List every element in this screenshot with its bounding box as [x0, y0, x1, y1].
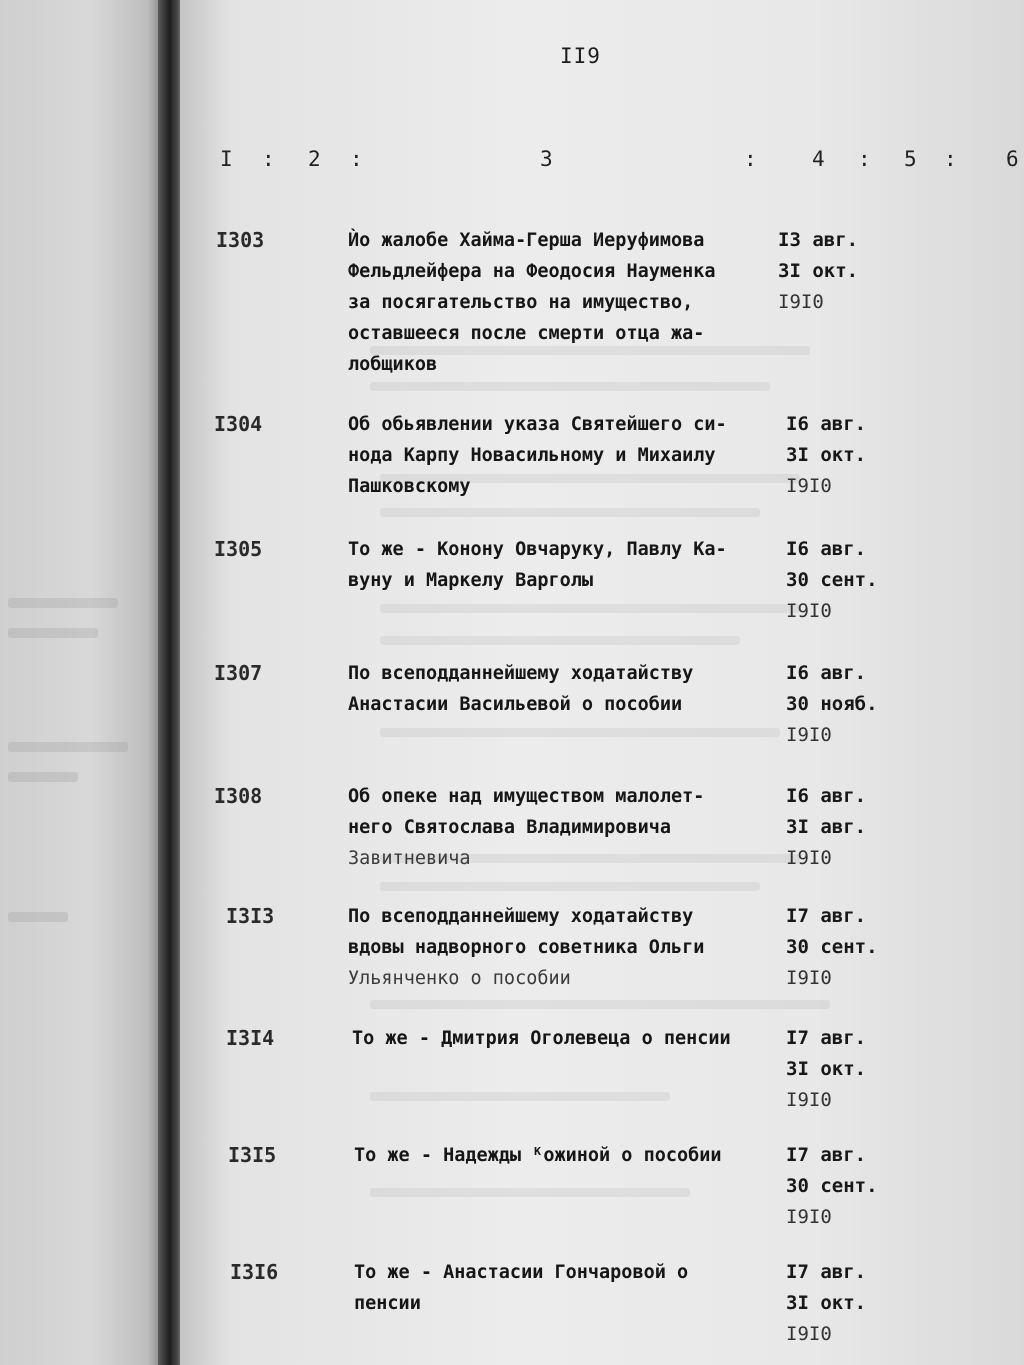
end-date: 3I окт.	[778, 260, 859, 282]
end-date: 3I окт.	[786, 1058, 867, 1080]
start-date: I3 авг.	[778, 229, 859, 251]
entry-dates	[786, 1140, 878, 1233]
description-line: оставшееся после смерти отца жа-	[348, 323, 705, 344]
column-header-6: 6	[1006, 147, 1019, 171]
entry-description	[348, 409, 778, 502]
start-date: I7 авг.	[786, 905, 867, 927]
entry-number: I307	[214, 661, 263, 685]
description-line: То же - Надежды ᴷожиной о пособии	[354, 1145, 722, 1166]
entry-dates	[786, 901, 878, 994]
year: I9I0	[786, 967, 832, 989]
description-line: То же - Дмитрия Оголевеца о пенсии	[352, 1028, 731, 1049]
column-separator: :	[858, 147, 871, 171]
column-header-4: 4	[812, 147, 825, 171]
entry-description	[348, 225, 778, 380]
description-line: По всеподданнейшему ходатайству	[348, 906, 694, 927]
start-date: I6 авг.	[786, 538, 867, 560]
entry-number: I3I5	[228, 1143, 277, 1167]
year: I9I0	[778, 291, 824, 313]
start-date: I6 авг.	[786, 785, 867, 807]
description-line: пенсии	[354, 1293, 421, 1314]
start-date: I7 авг.	[786, 1261, 867, 1283]
description-line: лобщиков	[348, 354, 438, 375]
year: I9I0	[786, 724, 832, 746]
start-date: I6 авг.	[786, 413, 867, 435]
description-line: Завитневича	[348, 848, 471, 869]
description-line: нода Карпу Новасильному и Михаилу	[348, 445, 716, 466]
entry-number: I305	[214, 537, 263, 561]
column-separator: :	[744, 147, 757, 171]
description-line: вдовы надворного советника Ольги	[348, 937, 705, 958]
year: I9I0	[786, 847, 832, 869]
entry-description	[348, 781, 778, 874]
description-line: То же - Конону Овчаруку, Павлу Ка-	[348, 539, 727, 560]
end-date: 30 сент.	[786, 1175, 878, 1197]
entry-dates	[786, 1257, 866, 1350]
entry-number: I3I4	[226, 1026, 275, 1050]
document-page	[180, 0, 1024, 1365]
entry-description	[348, 901, 778, 994]
start-date: I7 авг.	[786, 1144, 867, 1166]
entry-number: I304	[214, 412, 263, 436]
year: I9I0	[786, 1206, 832, 1228]
entry-description	[348, 658, 778, 720]
entry-number: I3I3	[226, 904, 275, 928]
end-date: 3I авг.	[786, 816, 867, 838]
entry-description	[352, 1023, 782, 1054]
column-separator: :	[350, 147, 363, 171]
year: I9I0	[786, 1089, 832, 1111]
description-line: То же - Анастасии Гончаровой о	[354, 1262, 689, 1283]
start-date: I6 авг.	[786, 662, 867, 684]
entry-dates	[786, 658, 878, 751]
description-line: за посягательство на имущество,	[348, 292, 694, 313]
end-date: 30 сент.	[786, 936, 878, 958]
entry-dates	[786, 1023, 866, 1116]
entry-dates	[786, 534, 878, 627]
entry-dates	[778, 225, 858, 318]
year: I9I0	[786, 475, 832, 497]
end-date: 30 сент.	[786, 569, 878, 591]
facing-page	[0, 0, 168, 1365]
description-line: Анастасии Васильевой о пособии	[348, 694, 683, 715]
end-date: 3I окт.	[786, 444, 867, 466]
description-line: По всеподданнейшему ходатайству	[348, 663, 694, 684]
entry-dates	[786, 781, 866, 874]
description-line: него Святослава Владимировича	[348, 817, 672, 838]
description-line: Пашковскому	[348, 476, 471, 497]
entry-description	[354, 1257, 784, 1319]
description-line: Фельдлейфера на Феодосия Науменка	[348, 261, 716, 282]
column-header-3: 3	[540, 147, 553, 171]
entry-number: I3I6	[230, 1260, 279, 1284]
column-header-1: I	[220, 147, 233, 171]
entry-number: I303	[216, 228, 265, 252]
description-line: Об обьявлении указа Святейшего си-	[348, 414, 727, 435]
entry-description	[354, 1140, 784, 1171]
entry-dates	[786, 409, 866, 502]
column-separator: :	[944, 147, 957, 171]
year: I9I0	[786, 600, 832, 622]
description-line: Ульянченко о пособии	[348, 968, 571, 989]
year: I9I0	[786, 1323, 832, 1345]
entry-number: I308	[214, 784, 263, 808]
column-separator: :	[262, 147, 275, 171]
description-line: Ѝо жалобе Хайма-Герша Иеруфимова	[348, 230, 705, 251]
end-date: 30 нояб.	[786, 693, 878, 715]
page-number: II9	[560, 44, 601, 68]
entry-description	[348, 534, 778, 596]
column-header-2: 2	[308, 147, 321, 171]
description-line: Об опеке над имуществом малолет-	[348, 786, 705, 807]
end-date: 3I окт.	[786, 1292, 867, 1314]
column-header-5: 5	[904, 147, 917, 171]
description-line: вуну и Маркелу Варголы	[348, 570, 594, 591]
start-date: I7 авг.	[786, 1027, 867, 1049]
